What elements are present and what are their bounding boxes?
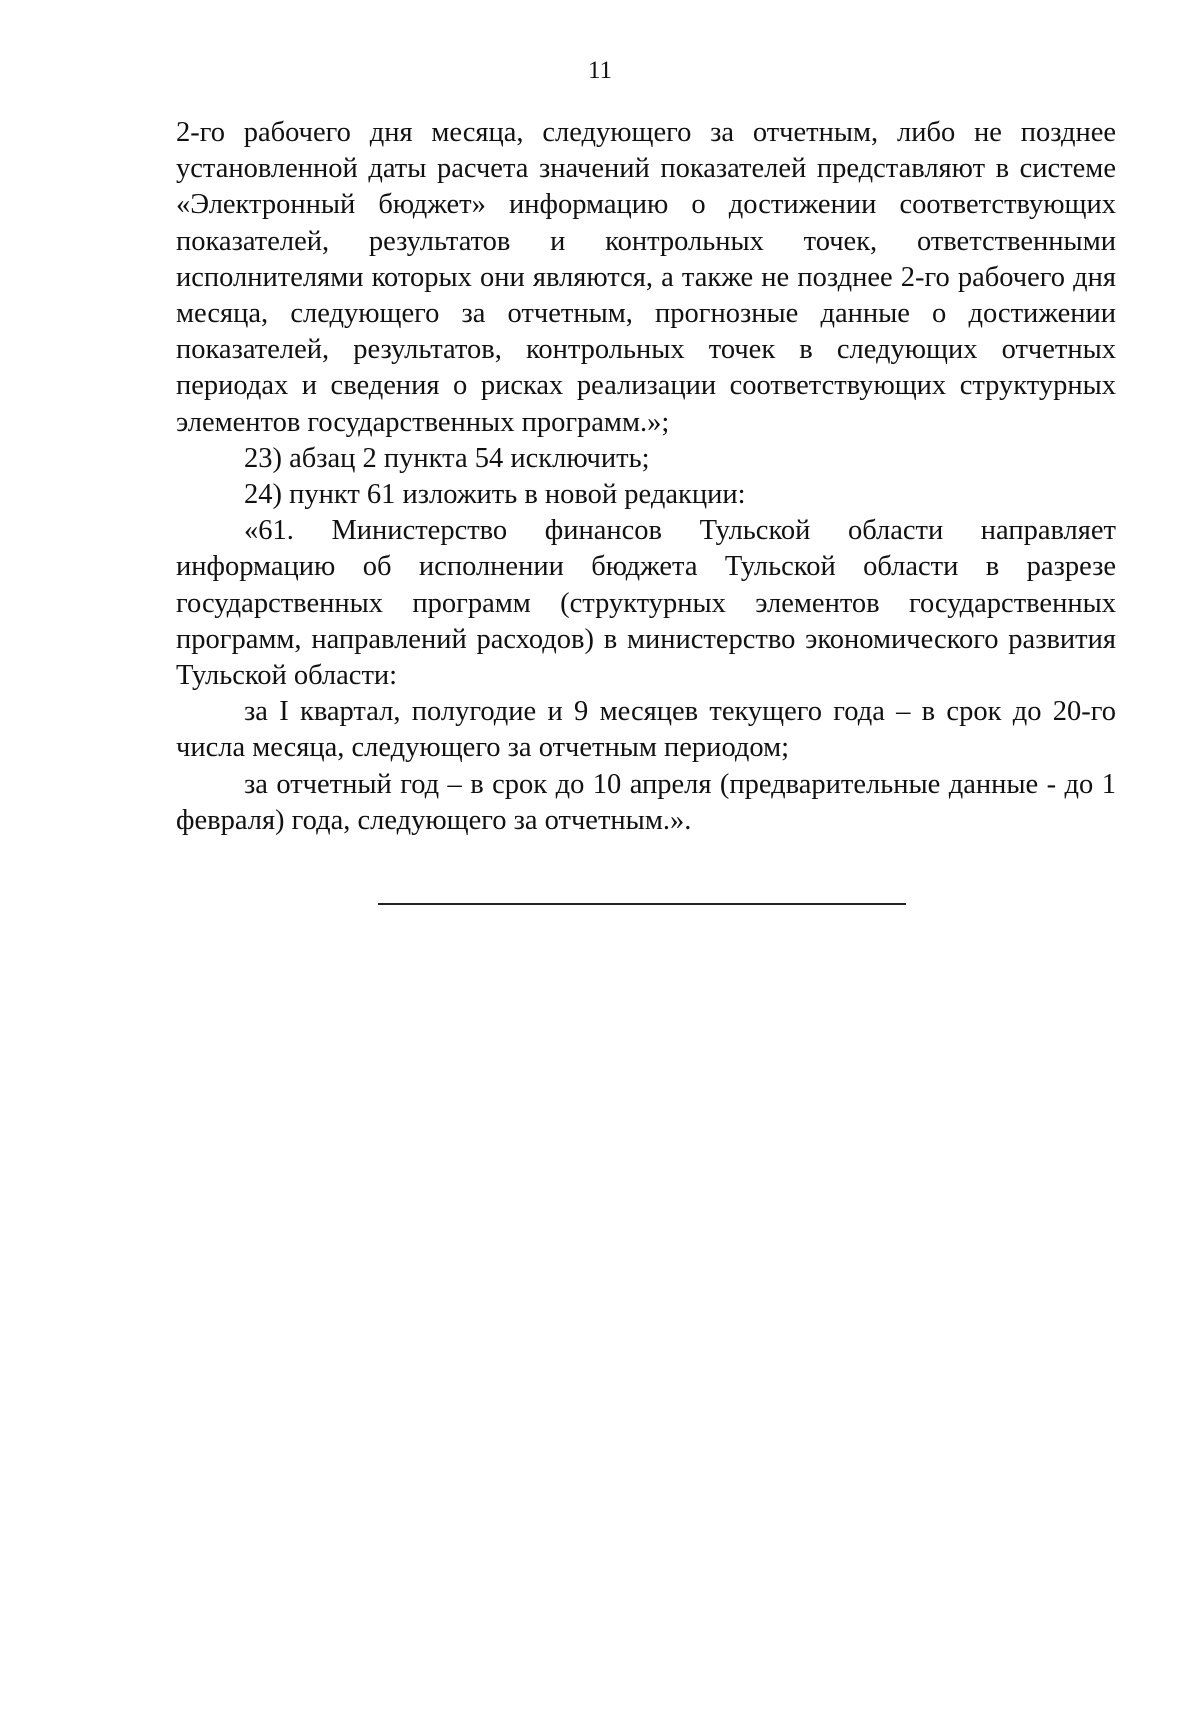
paragraph-annual-deadline: за отчетный год – в срок до 10 апреля (предварительные данные - до 1 февраля) года, следующего за отчетным.».: [176, 768, 1116, 836]
paragraph-quarterly-deadline: за I квартал, полугодие и 9 месяцев текущего года – в срок до 20-го числа месяца, следующего за отчетным периодом;: [176, 696, 1116, 764]
paragraph-clause-61: «61. Министерство финансов Тульской области направляет информацию об исполнении бюджета Тульской области в разрезе государственных программ (структурных элементов государственных программ, направлений расходов) в министерство экономического развития Тульской области:: [176, 515, 1116, 692]
paragraph-continuation: 2-го рабочего дня месяца, следующего за отчетным, либо не позднее установленной даты расчета значений показателей представляют в системе «Электронный бюджет» информацию о достижении соответствующих показателей, результатов и контрольных точек, ответственными исполнителями которых они являются, а также не позднее 2-го рабочего дня месяца, следующего за отчетным, прогнозные данные о достижении показателей, результатов, контрольных точек в следующих отчетных периодах и сведения о рисках реализации соответствующих структурных элементов государственных программ.»;: [176, 117, 1116, 438]
paragraph-item-23: 23) абзац 2 пункта 54 исключить;: [244, 442, 650, 474]
end-separator-line: [378, 903, 906, 905]
page-number: 11: [587, 57, 613, 84]
document-body: [176, 115, 1116, 839]
paragraph-item-24: 24) пункт 61 изложить в новой редакции:: [244, 479, 746, 511]
